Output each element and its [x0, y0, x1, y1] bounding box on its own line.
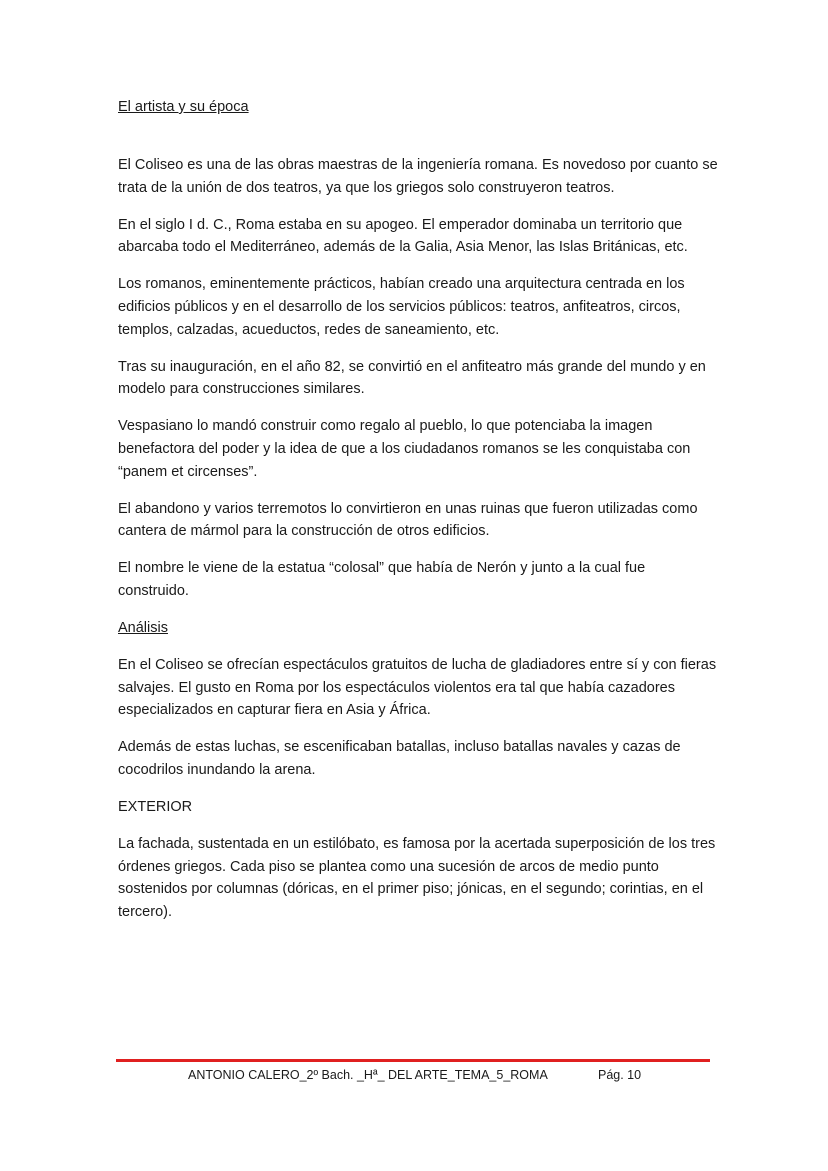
paragraph: El abandono y varios terremotos lo convirtieron en unas ruinas que fueron utilizadas como cantera de mármol para la construcción de otros edificios. [118, 500, 698, 540]
section-title-exterior: EXTERIOR [118, 798, 193, 815]
paragraph: El Coliseo es una de las obras maestras de la ingeniería romana. Es novedoso por cuanto se trata de la unión de dos teatros, ya que los griegos solo construyeron teatros. [118, 157, 718, 196]
footer-page-number: Pág. 10 [598, 1068, 642, 1082]
document-body [118, 96, 718, 938]
paragraph: En el Coliseo se ofrecían espectáculos gratuitos de lucha de gladiadores entre sí y con fieras salvajes. El gusto en Roma por los espectáculos violentos era tal que había cazadores especializados en capturar fiera en Asia y África. [118, 657, 717, 719]
footer-author-line: ANTONIO CALERO_2º Bach. _Hª_ DEL ARTE_TEMA_5_ROMA [188, 1068, 548, 1082]
paragraph: Además de estas luchas, se escenificaban batallas, incluso batallas navales y cazas de cocodrilos inundando la arena. [118, 739, 681, 778]
paragraph: La fachada, sustentada en un estilóbato, es famosa por la acertada superposición de los tres órdenes griegos. Cada piso se plantea como una sucesión de arcos de medio punto sostenidos por columnas (dóricas, en el primer piso; jónicas, en el segundo; corintias, en el tercero). [118, 835, 716, 920]
section-title-analysis: Análisis [118, 620, 168, 636]
paragraph: Los romanos, eminentemente prácticos, habían creado una arquitectura centrada en los edificios públicos y en el desarrollo de los servicios públicos: teatros, anfiteatros, circos, templos, calzadas, acueductos, redes de saneamiento, etc. [118, 276, 685, 338]
section-title-artist-epoch: El artista y su época [118, 99, 249, 115]
footer-divider [116, 1059, 710, 1062]
paragraph: El nombre le viene de la estatua “colosal” que había de Nerón y junto a la cual fue construido. [118, 560, 646, 599]
paragraph: Vespasiano lo mandó construir como regalo al pueblo, lo que potenciaba la imagen benefactora del poder y la idea de que a los ciudadanos romanos se les conquistaba con “panem et circenses”. [118, 418, 691, 480]
paragraph: Tras su inauguración, en el año 82, se convirtió en el anfiteatro más grande del mundo y en modelo para construcciones similares. [118, 358, 706, 398]
paragraph: En el siglo I d. C., Roma estaba en su apogeo. El emperador dominaba un territorio que abarcaba todo el Mediterráneo, además de la Galia, Asia Menor, las Islas Británicas, etc. [118, 216, 688, 256]
